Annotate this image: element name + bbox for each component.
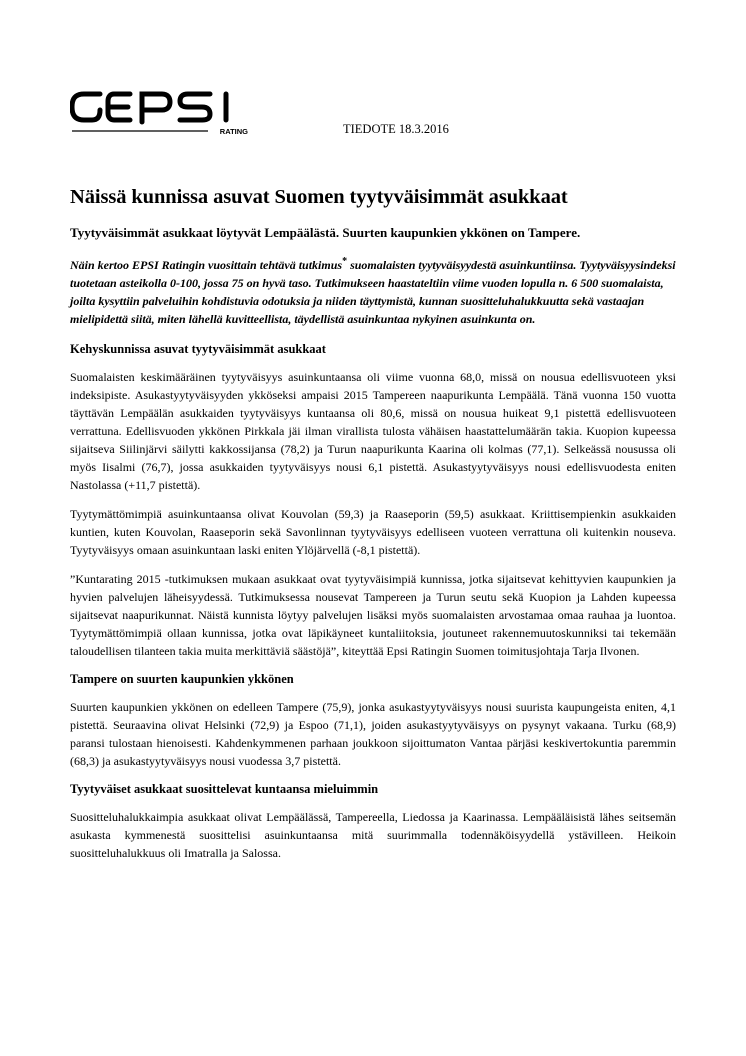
article-body: [70, 185, 676, 873]
section-heading-tampere: Tampere on suurten kaupunkien ykkönen: [70, 672, 294, 687]
paragraph: Suomalaisten keskimääräinen tyytyväisyys asuinkuntaansa oli viime vuonna 68,0, missä on nousua edellisvuoteen yksi indeksipiste. Asukastyytyväisyyden ykköseksi ampaisi 2015 Tampereen naapurikunta Lempäälä. Tänä vuonna 150 vuotta täyttävän Lempäälän asukkaiden tyytyväisyys kuntaansa oli 80,6, missä on nousua huikeat 9,1 pistettä edellisvuoteen verrattuna. Edellisvuoden ykkönen Pirkkala jäi ilman virallista tulosta vähäisen haastattelumäärän takia. Kuopion kupeessa sijaitseva Siilinjärvi säilytti kakkossijansa (78,2) ja Turun naapurikunta Kaarina oli kolmas (77,1). Selkeässä nousussa oli myös Iisalmi (76,7), jossa asukkaiden tyytyväisyys nousi 6,1 pistettä. Asukastyytyväisyys nousi edellisvuodesta eniten Nastolassa (+11,7 pistettä).: [70, 370, 676, 493]
svg-text:RATING: RATING: [219, 127, 248, 136]
section-heading-suburbs: Kehyskunnissa asuvat tyytyväisimmät asukkaat: [70, 342, 326, 357]
page-title: Näissä kunnissa asuvat Suomen tyytyväisimmät asukkaat: [70, 186, 568, 208]
lead-paragraph: [70, 254, 676, 328]
footnote-marker: *: [342, 256, 348, 268]
lead-text-1: Näin kertoo EPSI Ratingin vuosittain tehtävä tutkimus: [70, 258, 343, 273]
epsi-logo-icon: [70, 88, 250, 136]
epsi-rating-logo: [70, 88, 250, 136]
paragraph: Suositteluhalukkaimpia asukkaat olivat Lempäälässä, Tampereella, Liedossa ja Kaarinassa. Lempääläisistä lähes seitsemän asukasta kymmenestä suosittelisi asuinkuntaansa mitä suurimmalla todennäköisyydellä ystävilleen. Heikoin suositteluhalukkuus oli Imatralla ja Salossa.: [70, 809, 676, 860]
release-date: TIEDOTE 18.3.2016: [343, 122, 449, 136]
article-subtitle: Tyytyväisimmät asukkaat löytyvät Lempäälästä. Suurten kaupunkien ykkönen on Tampere.: [70, 224, 581, 240]
paragraph: Suurten kaupunkien ykkönen on edelleen Tampere (75,9), jonka asukastyytyväisyys nousi suurista kaupungeista eniten, 4,1 pistettä. Seuraavina olivat Helsinki (72,9) ja Espoo (71,1), joiden asukastyytyväisyys on pysynyt vakaana. Turku (68,9) paransi tulostaan hienoisesti. Kahdenkymmenen parhaan joukkoon sijoittumaton Vantaa pärjäsi keskivertokuntia paremmin (68,3) ja asukastyytyväisyys nousi vuodessa 3,7 pistettä.: [70, 699, 676, 768]
paragraph: Tyytymättömimpiä asuinkuntaansa olivat Kouvolan (59,3) ja Raaseporin (59,5) asukkaat. Kriittisempienkin asukkaiden kuntien, kuten Kouvolan, Raaseporin sekä Savonlinnan tyytyväisyys edelliseen vuoteen verrattuna oli kuitenkin nouseva. Tyytyväisyys omaan asuinkuntaan laski eniten Ylöjärvellä (-8,1 pistettä).: [70, 507, 676, 558]
paragraph: ”Kuntarating 2015 -tutkimuksen mukaan asukkaat ovat tyytyväisimpiä kunnissa, jotka sijaitsevat kehittyvien kaupunkien ja hyvien palvelujen läheisyydessä. Tutkimuksessa nousevat Tampereen ja Turun seutu sekä Kuopion ja Lahden kupeessa sijaitsevat naapurikunnat. Näistä kunnista löytyy palvelujen lisäksi myös suomalaisten arvostamaa omaa rauhaa ja luontoa. Tyytymättömimpiä ollaan kunnissa, jotka ovat läpikäyneet kuntaliitoksia, joutuneet rakennemuutoskunniksi tai tekemään taloudellisen tilanteen takia muita merkittäviä säästöjä”, kiteyttää Epsi Ratingin Suomen toimitusjohtaja Tarja Ilvonen.: [70, 572, 676, 659]
section-heading-recommend: Tyytyväiset asukkaat suosittelevat kuntaansa mieluimmin: [70, 781, 379, 796]
lead-text-2: suomalaisten tyytyväisyydestä asuinkuntiinsa. Tyytyväisyysindeksi tuotetaan asteikolla 0-100, jossa 75 on hyvä taso. Tutkimukseen haastateltiin viime vuoden lopulla n. 6 500 suomalaista, joilta kysyttiin palveluihin kohdistuvia odotuksia ja niiden täyttymistä, kunnan suositteluhalukkuutta sekä vastaajan mielipidettä siitä, miten lähellä kuvitteellista, täydellistä asuinkuntaa nykyinen asuinkunta on.: [70, 258, 676, 327]
